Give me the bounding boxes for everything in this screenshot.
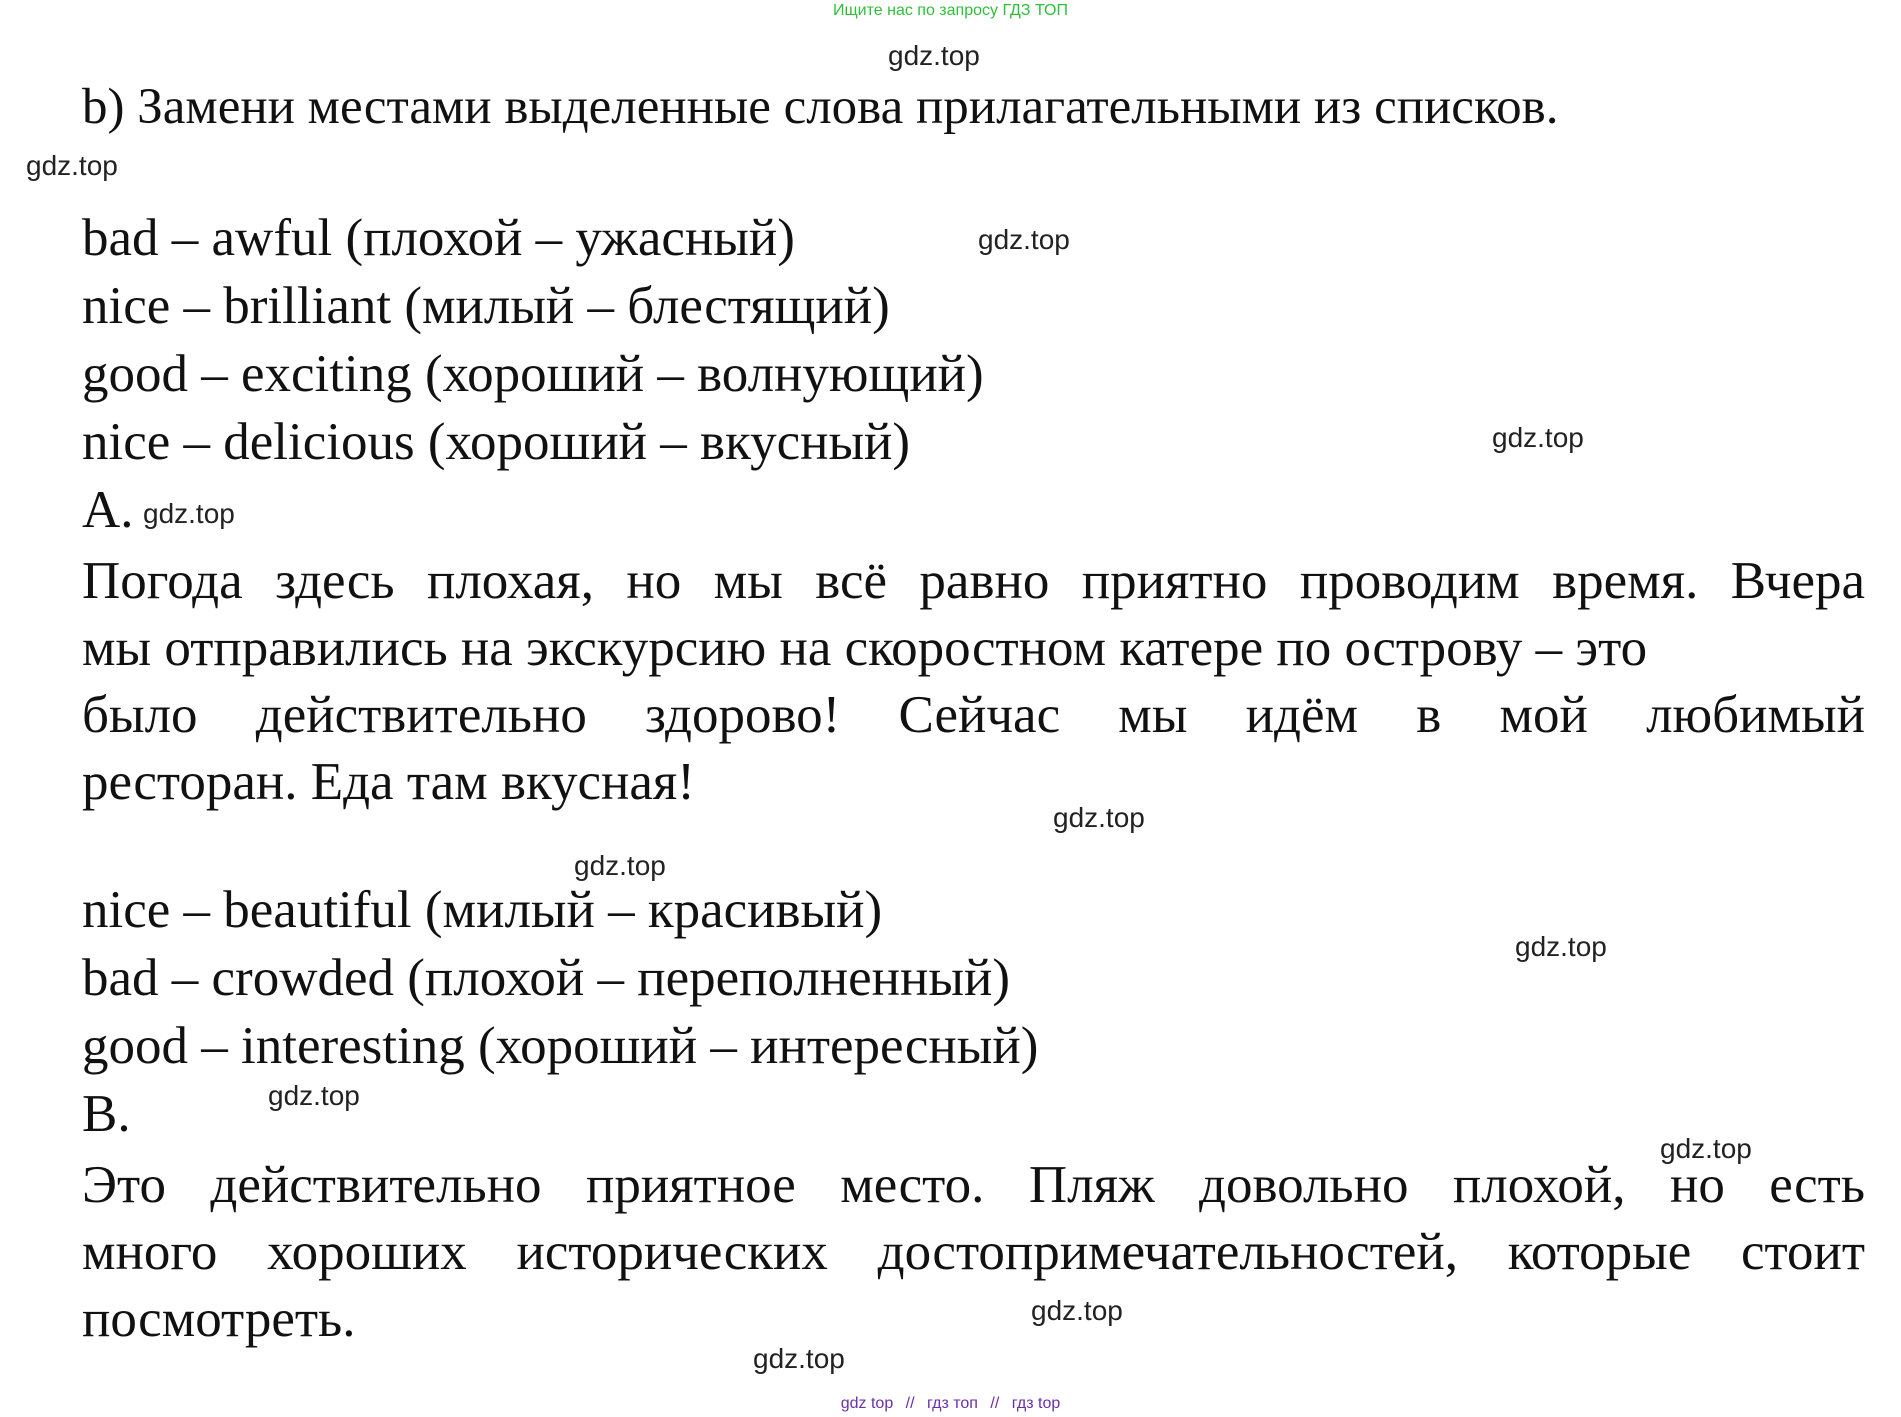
word-pair: nice – delicious (хороший – вкусный): [82, 413, 911, 471]
paragraph-line: посмотреть.: [82, 1290, 356, 1348]
paragraph-line: Это действительно приятное место. Пляж довольно плохой, но есть: [82, 1156, 1865, 1214]
watermark: gdz.top: [1031, 1295, 1123, 1326]
bottom-banner-item: гдз top: [1011, 1395, 1061, 1412]
banner-separator: //: [905, 1395, 915, 1412]
word-pair: bad – crowded (плохой – переполненный): [82, 949, 1010, 1007]
section-label-b: B.: [82, 1085, 131, 1143]
task-heading: b) Замени местами выделенные слова прилагательными из списков.: [82, 79, 1559, 135]
top-banner: Ищите нас по запросу ГДЗ ТОП: [833, 2, 1068, 19]
watermark: gdz.top: [574, 850, 666, 881]
paragraph-line: много хороших исторических достопримечательностей, которые стоит: [82, 1223, 1865, 1281]
bottom-banner-item: gdz top: [840, 1395, 894, 1412]
paragraph-line: ресторан. Еда там вкусная!: [82, 753, 695, 811]
watermark: gdz.top: [26, 150, 118, 181]
banner-separator: //: [990, 1395, 1000, 1412]
watermark: gdz.top: [143, 498, 235, 529]
section-a-text: [82, 548, 1865, 816]
watermark: gdz.top: [1492, 422, 1584, 453]
watermark: gdz.top: [978, 224, 1070, 255]
paragraph-line: было действительно здорово! Сейчас мы идём в мой любимый: [82, 686, 1865, 744]
paragraph-line: мы отправились на экскурсию на скоростном катере по острову – это: [82, 619, 1648, 677]
section-label-a: A.: [82, 481, 134, 539]
word-pair: nice – beautiful (милый – красивый): [82, 881, 883, 939]
section-b-text: [82, 1152, 1865, 1353]
word-pair: good – interesting (хороший – интересный): [82, 1017, 1039, 1075]
watermark: gdz.top: [268, 1080, 360, 1111]
watermark: gdz.top: [1053, 802, 1145, 833]
bottom-banner: [0, 1395, 1901, 1413]
word-pair: nice – brilliant (милый – блестящий): [82, 277, 890, 335]
bottom-banner-item: гдз топ: [927, 1395, 978, 1412]
watermark: gdz.top: [1515, 931, 1607, 962]
word-pair: good – exciting (хороший – волнующий): [82, 345, 984, 403]
watermark: gdz.top: [1660, 1133, 1752, 1164]
paragraph-line: Погода здесь плохая, но мы всё равно приятно проводим время. Вчера: [82, 552, 1865, 610]
watermark: gdz.top: [753, 1343, 845, 1374]
word-pair: bad – awful (плохой – ужасный): [82, 209, 795, 267]
watermark: gdz.top: [888, 40, 980, 71]
